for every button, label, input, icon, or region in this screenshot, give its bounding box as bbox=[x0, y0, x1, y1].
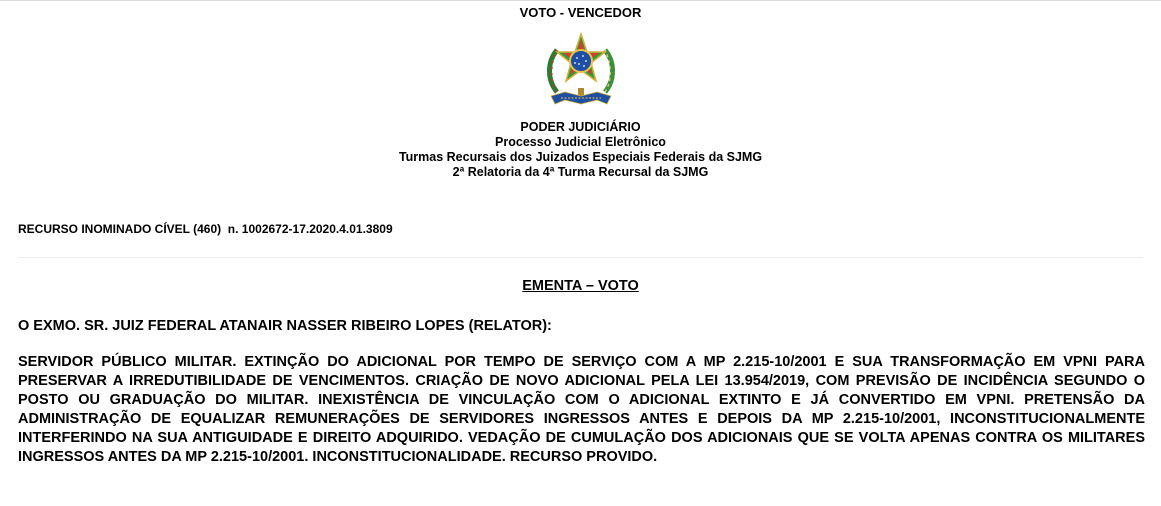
top-border bbox=[0, 0, 1161, 1]
case-number: RECURSO INOMINADO CÍVEL (460) n. 1002672-17.2020.4.01.3809 bbox=[18, 222, 393, 236]
header-line-processo: Processo Judicial Eletrônico bbox=[495, 135, 666, 149]
vote-label: VOTO - VENCEDOR bbox=[519, 5, 642, 20]
header-line-poder: PODER JUDICIÁRIO bbox=[520, 120, 641, 134]
court-header bbox=[0, 120, 1161, 180]
divider bbox=[18, 257, 1143, 258]
header-line-turmas: Turmas Recursais dos Juizados Especiais Federais da SJMG bbox=[398, 150, 763, 164]
header-line-relatoria: 2ª Relatoria da 4ª Turma Recursal da SJMG bbox=[452, 165, 709, 179]
brazil-coat-of-arms-icon bbox=[543, 30, 619, 110]
judge-line: O EXMO. SR. JUIZ FEDERAL ATANAIR NASSER RIBEIRO LOPES (RELATOR): bbox=[18, 318, 552, 334]
ementa-body: SERVIDOR PÚBLICO MILITAR. EXTINÇÃO DO ADICIONAL POR TEMPO DE SERVIÇO COM A MP 2.215-10/2001 E SUA TRANSFORMAÇÃO EM VPNI PARA PRESERVAR A IRREDUTIBILIDADE DE VENCIMENTOS. CRIAÇÃO DE NOVO ADICIONAL PELA LEI 13.954/2019, COM PREVISÃO DE INCIDÊNCIA SEGUNDO O POSTO OU GRADUAÇÃO DO MILITAR. INEXISTÊNCIA DE VINCULAÇÃO COM O ADICIONAL EXTINTO E JÁ CONVERTIDO EM VPNI. PRETENSÃO DA ADMINISTRAÇÃO DE EQUALIZAR REMUNERAÇÕES DE SERVIDORES INGRESSOS ANTES E DEPOIS DA MP 2.215-10/2001, INCONSTITUCIONALMENTE INTERFERINDO NA SUA ANTIGUIDADE E DIREITO ADQUIRIDO. VEDAÇÃO DE CUMULAÇÃO DOS ADICIONAIS QUE SE VOLTA APENAS CONTRA OS MILITARES INGRESSOS ANTES DA MP 2.215-10/2001. INCONSTITUCIONALIDADE. RECURSO PROVIDO. bbox=[18, 354, 1145, 465]
ementa-title: EMENTA – VOTO bbox=[522, 278, 639, 294]
